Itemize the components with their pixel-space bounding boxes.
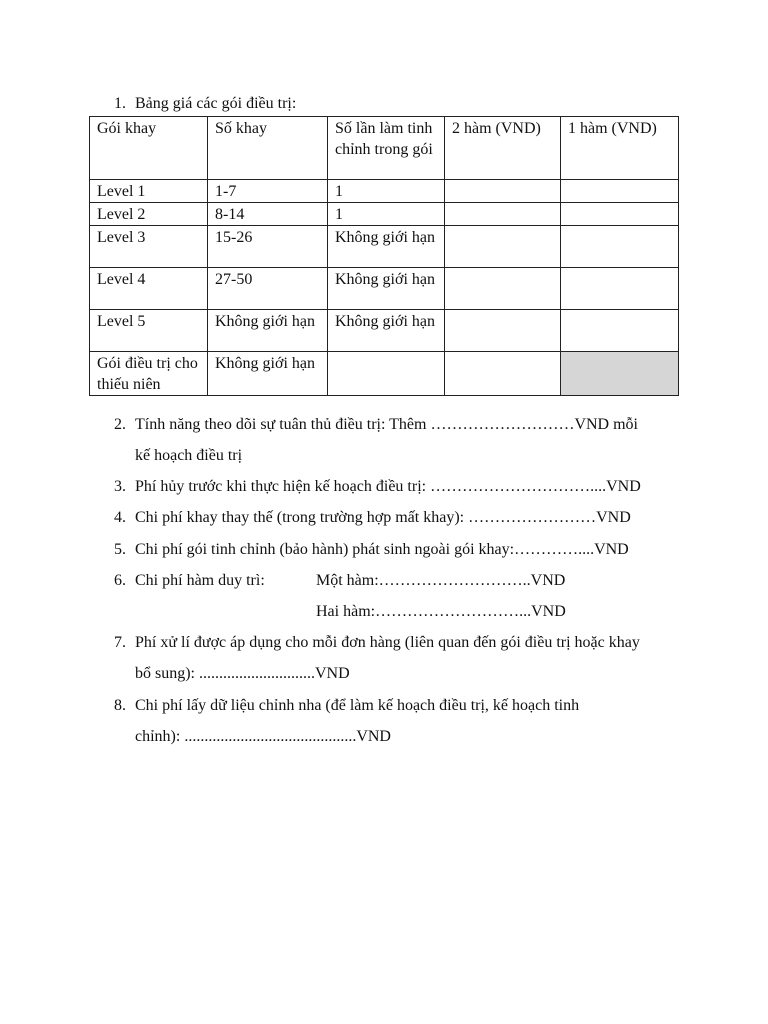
list-item-text: Phí hủy trước khi thực hiện kế hoạch điều trị: …………………………....VND: [135, 478, 641, 495]
table-cell: [561, 268, 679, 310]
table-header-cell: 2 hàm (VND): [445, 117, 561, 180]
table-cell: Không giới hạn: [208, 310, 328, 352]
table-cell: [445, 180, 561, 203]
list-item-text: Chi phí gói tinh chỉnh (bảo hành) phát sinh ngoài gói khay:…………....VND: [135, 541, 629, 558]
table-row: [90, 352, 679, 396]
table-header-cell: Số lần làm tinh chỉnh trong gói: [328, 117, 445, 180]
table-cell: Không giới hạn: [328, 226, 445, 268]
list-number: 2.: [114, 416, 126, 433]
list-number: 5.: [114, 541, 126, 558]
table-cell: [445, 226, 561, 268]
list-item-text: Phí xử lí được áp dụng cho mỗi đơn hàng (liên quan đến gói điều trị hoặc khay: [135, 634, 640, 651]
table-cell: Gói điều trị cho thiếu niên: [90, 352, 208, 396]
list-number: 1.: [114, 95, 126, 112]
table-row: [90, 203, 679, 226]
list-number: 4.: [114, 509, 126, 526]
table-cell: [561, 310, 679, 352]
list-item-text: Một hàm:………………………..VND: [316, 572, 566, 589]
table-cell: [561, 203, 679, 226]
list-number: 3.: [114, 478, 126, 495]
price-table: [89, 116, 679, 396]
table-cell: Level 1: [90, 180, 208, 203]
shaded-cell: [561, 352, 679, 396]
list-item-text: bổ sung): .............................VND: [135, 665, 350, 682]
table-cell: Level 2: [90, 203, 208, 226]
table-header-cell: Gói khay: [90, 117, 208, 180]
table-cell: [445, 352, 561, 396]
table-cell: [445, 203, 561, 226]
table-cell: [445, 310, 561, 352]
table-cell: Không giới hạn: [208, 352, 328, 396]
table-cell: 1-7: [208, 180, 328, 203]
table-cell: [561, 226, 679, 268]
table-cell: Không giới hạn: [328, 268, 445, 310]
section-title: Bảng giá các gói điều trị:: [135, 95, 297, 112]
table-cell: [445, 268, 561, 310]
table-cell: Level 5: [90, 310, 208, 352]
table-cell: Không giới hạn: [328, 310, 445, 352]
list-item-label: Chi phí hàm duy trì:: [135, 572, 265, 589]
table-cell: Level 3: [90, 226, 208, 268]
list-item-text: kế hoạch điều trị: [135, 447, 243, 464]
list-item-text: Hai hàm:………………………...VND: [316, 603, 566, 620]
table-cell: 8-14: [208, 203, 328, 226]
table-header-cell: 1 hàm (VND): [561, 117, 679, 180]
table-cell: 15-26: [208, 226, 328, 268]
table-cell: 1: [328, 180, 445, 203]
table-cell: [328, 352, 445, 396]
list-item-text: Chi phí lấy dữ liệu chỉnh nha (để làm kế hoạch điều trị, kế hoạch tinh: [135, 697, 580, 714]
table-row: [90, 310, 679, 352]
table-cell: 27-50: [208, 268, 328, 310]
list-item-text: Tính năng theo dõi sự tuân thủ điều trị: Thêm ………………………VND mỗi: [135, 416, 638, 433]
table-cell: 1: [328, 203, 445, 226]
list-item-text: Chi phí khay thay thế (trong trường hợp mất khay): ……………………VND: [135, 509, 631, 526]
list-number: 7.: [114, 634, 126, 651]
table-row: [90, 226, 679, 268]
table-cell: Level 4: [90, 268, 208, 310]
list-item-text: chỉnh): ...........................................VND: [135, 728, 391, 745]
table-cell: [561, 180, 679, 203]
table-row: [90, 268, 679, 310]
table-header-row: [90, 117, 679, 180]
list-number: 8.: [114, 697, 126, 714]
table-row: [90, 180, 679, 203]
table-header-cell: Số khay: [208, 117, 328, 180]
list-number: 6.: [114, 572, 126, 589]
